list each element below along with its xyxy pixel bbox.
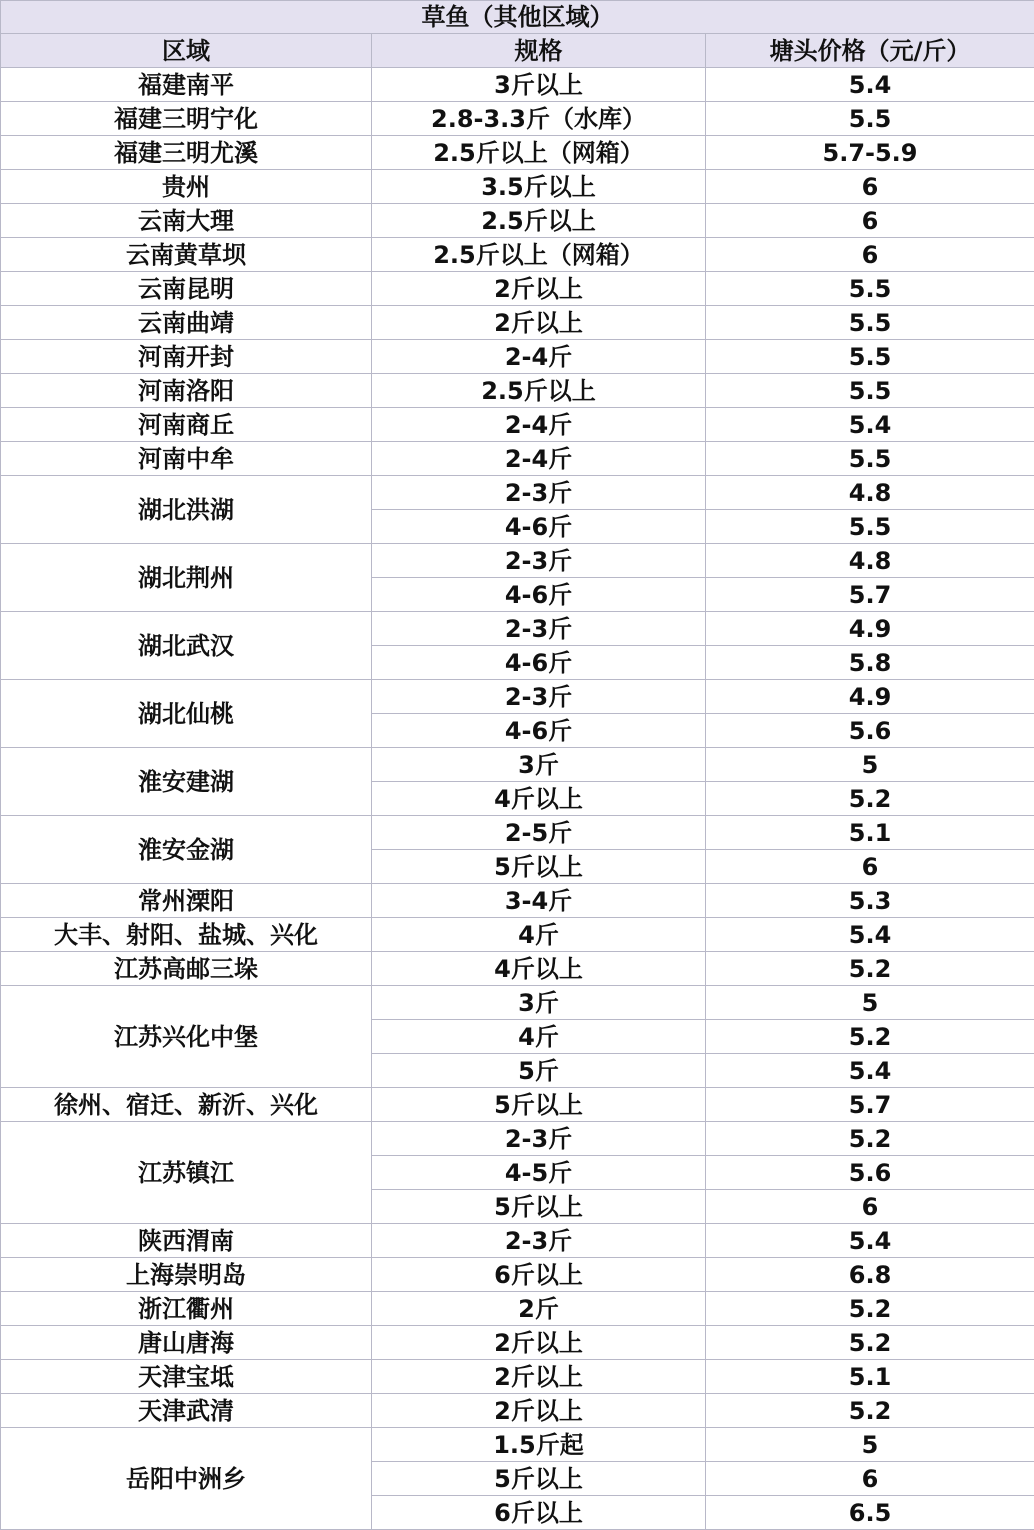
table-row (1, 1122, 1034, 1156)
region-cell: 江苏高邮三垛 (1, 952, 372, 986)
price-cell: 4.9 (706, 680, 1034, 714)
spec-cell: 2-3斤 (372, 1122, 706, 1156)
header-price: 塘头价格（元/斤） (706, 34, 1034, 68)
table-row (1, 442, 1034, 476)
spec-cell: 3斤 (372, 748, 706, 782)
price-cell: 6.5 (706, 1496, 1034, 1530)
spec-cell: 2-3斤 (372, 1224, 706, 1258)
price-cell: 6 (706, 1190, 1034, 1224)
spec-cell: 2.5斤以上 (372, 374, 706, 408)
table-row (1, 544, 1034, 578)
table-row (1, 306, 1034, 340)
spec-cell: 4-6斤 (372, 578, 706, 612)
table-body (1, 68, 1034, 1530)
price-cell: 6 (706, 1462, 1034, 1496)
spec-cell: 2.5斤以上 (372, 204, 706, 238)
spec-cell: 4斤 (372, 918, 706, 952)
region-cell: 天津宝坻 (1, 1360, 372, 1394)
table-row (1, 102, 1034, 136)
spec-cell: 2斤以上 (372, 1326, 706, 1360)
spec-cell: 5斤以上 (372, 1462, 706, 1496)
region-cell: 湖北荆州 (1, 544, 372, 612)
spec-cell: 5斤以上 (372, 1088, 706, 1122)
price-cell: 5.7 (706, 1088, 1034, 1122)
region-cell: 河南商丘 (1, 408, 372, 442)
price-cell: 5.2 (706, 1122, 1034, 1156)
table-row (1, 68, 1034, 102)
region-cell: 河南洛阳 (1, 374, 372, 408)
spec-cell: 3斤 (372, 986, 706, 1020)
region-cell: 淮安建湖 (1, 748, 372, 816)
region-cell: 福建南平 (1, 68, 372, 102)
price-cell: 4.8 (706, 544, 1034, 578)
spec-cell: 3斤以上 (372, 68, 706, 102)
region-cell: 湖北武汉 (1, 612, 372, 680)
title-row (1, 1, 1034, 34)
region-cell: 湖北仙桃 (1, 680, 372, 748)
spec-cell: 4-6斤 (372, 510, 706, 544)
price-cell: 5.5 (706, 442, 1034, 476)
spec-cell: 5斤以上 (372, 1190, 706, 1224)
price-cell: 6 (706, 238, 1034, 272)
price-cell: 5.5 (706, 374, 1034, 408)
table-row (1, 952, 1034, 986)
spec-cell: 4-6斤 (372, 646, 706, 680)
region-cell: 湖北洪湖 (1, 476, 372, 544)
region-cell: 陕西渭南 (1, 1224, 372, 1258)
header-spec: 规格 (372, 34, 706, 68)
price-cell: 4.8 (706, 476, 1034, 510)
region-cell: 河南开封 (1, 340, 372, 374)
price-cell: 5.4 (706, 408, 1034, 442)
spec-cell: 2-4斤 (372, 442, 706, 476)
spec-cell: 4-6斤 (372, 714, 706, 748)
spec-cell: 5斤 (372, 1054, 706, 1088)
spec-cell: 2-4斤 (372, 340, 706, 374)
table-row (1, 680, 1034, 714)
region-cell: 大丰、射阳、盐城、兴化 (1, 918, 372, 952)
region-cell: 云南曲靖 (1, 306, 372, 340)
region-cell: 贵州 (1, 170, 372, 204)
table-row (1, 1224, 1034, 1258)
region-cell: 岳阳中洲乡 (1, 1428, 372, 1530)
spec-cell: 1.5斤起 (372, 1428, 706, 1462)
price-cell: 6 (706, 850, 1034, 884)
spec-cell: 2-3斤 (372, 612, 706, 646)
region-cell: 云南黄草坝 (1, 238, 372, 272)
table-row (1, 340, 1034, 374)
table-row (1, 272, 1034, 306)
price-cell: 5.6 (706, 714, 1034, 748)
table-row (1, 204, 1034, 238)
price-cell: 5.2 (706, 1326, 1034, 1360)
price-cell: 5.6 (706, 1156, 1034, 1190)
table-row (1, 612, 1034, 646)
spec-cell: 2斤以上 (372, 272, 706, 306)
table-row (1, 136, 1034, 170)
spec-cell: 2-5斤 (372, 816, 706, 850)
spec-cell: 3-4斤 (372, 884, 706, 918)
price-cell: 5.2 (706, 1292, 1034, 1326)
price-cell: 5.2 (706, 952, 1034, 986)
price-cell: 5.7-5.9 (706, 136, 1034, 170)
price-cell: 5.2 (706, 782, 1034, 816)
spec-cell: 2.8-3.3斤（水库） (372, 102, 706, 136)
price-cell: 5.5 (706, 272, 1034, 306)
price-cell: 5.2 (706, 1394, 1034, 1428)
price-cell: 5.1 (706, 816, 1034, 850)
spec-cell: 2-3斤 (372, 680, 706, 714)
header-row (1, 34, 1034, 68)
table-row (1, 918, 1034, 952)
spec-cell: 2斤 (372, 1292, 706, 1326)
price-cell: 5.5 (706, 306, 1034, 340)
spec-cell: 2斤以上 (372, 1394, 706, 1428)
price-cell: 5.8 (706, 646, 1034, 680)
spec-cell: 6斤以上 (372, 1258, 706, 1292)
table-row (1, 1394, 1034, 1428)
table-row (1, 1292, 1034, 1326)
region-cell: 云南昆明 (1, 272, 372, 306)
region-cell: 江苏镇江 (1, 1122, 372, 1224)
spec-cell: 2-4斤 (372, 408, 706, 442)
price-cell: 5.5 (706, 340, 1034, 374)
region-cell: 上海崇明岛 (1, 1258, 372, 1292)
price-cell: 5.2 (706, 1020, 1034, 1054)
table-row (1, 816, 1034, 850)
price-cell: 5 (706, 986, 1034, 1020)
spec-cell: 4-5斤 (372, 1156, 706, 1190)
region-cell: 河南中牟 (1, 442, 372, 476)
table-row (1, 238, 1034, 272)
region-cell: 浙江衢州 (1, 1292, 372, 1326)
price-cell: 5 (706, 1428, 1034, 1462)
table-title: 草鱼（其他区域） (1, 1, 1034, 34)
region-cell: 云南大理 (1, 204, 372, 238)
price-cell: 5.5 (706, 102, 1034, 136)
spec-cell: 2斤以上 (372, 306, 706, 340)
spec-cell: 2.5斤以上（网箱） (372, 238, 706, 272)
price-cell: 6 (706, 170, 1034, 204)
table-row (1, 884, 1034, 918)
spec-cell: 4斤以上 (372, 952, 706, 986)
spec-cell: 4斤以上 (372, 782, 706, 816)
region-cell: 唐山唐海 (1, 1326, 372, 1360)
price-cell: 5.7 (706, 578, 1034, 612)
price-cell: 5.4 (706, 68, 1034, 102)
table-row (1, 476, 1034, 510)
price-cell: 5.3 (706, 884, 1034, 918)
table-row (1, 1360, 1034, 1394)
price-cell: 5.4 (706, 1054, 1034, 1088)
spec-cell: 2.5斤以上（网箱） (372, 136, 706, 170)
region-cell: 徐州、宿迁、新沂、兴化 (1, 1088, 372, 1122)
price-cell: 6 (706, 204, 1034, 238)
table-row (1, 1428, 1034, 1462)
spec-cell: 6斤以上 (372, 1496, 706, 1530)
region-cell: 淮安金湖 (1, 816, 372, 884)
spec-cell: 2-3斤 (372, 544, 706, 578)
header-region: 区域 (1, 34, 372, 68)
table-row (1, 1088, 1034, 1122)
region-cell: 天津武清 (1, 1394, 372, 1428)
price-cell: 5 (706, 748, 1034, 782)
spec-cell: 4斤 (372, 1020, 706, 1054)
table-row (1, 408, 1034, 442)
table-row (1, 748, 1034, 782)
region-cell: 福建三明宁化 (1, 102, 372, 136)
spec-cell: 2-3斤 (372, 476, 706, 510)
price-cell: 5.1 (706, 1360, 1034, 1394)
price-cell: 5.4 (706, 1224, 1034, 1258)
table-row (1, 170, 1034, 204)
region-cell: 福建三明尤溪 (1, 136, 372, 170)
region-cell: 江苏兴化中堡 (1, 986, 372, 1088)
region-cell: 常州溧阳 (1, 884, 372, 918)
spec-cell: 5斤以上 (372, 850, 706, 884)
price-cell: 4.9 (706, 612, 1034, 646)
table-row (1, 1326, 1034, 1360)
table-row (1, 986, 1034, 1020)
price-cell: 5.5 (706, 510, 1034, 544)
price-cell: 6.8 (706, 1258, 1034, 1292)
table-row (1, 1258, 1034, 1292)
spec-cell: 3.5斤以上 (372, 170, 706, 204)
price-cell: 5.4 (706, 918, 1034, 952)
table-row (1, 374, 1034, 408)
spec-cell: 2斤以上 (372, 1360, 706, 1394)
